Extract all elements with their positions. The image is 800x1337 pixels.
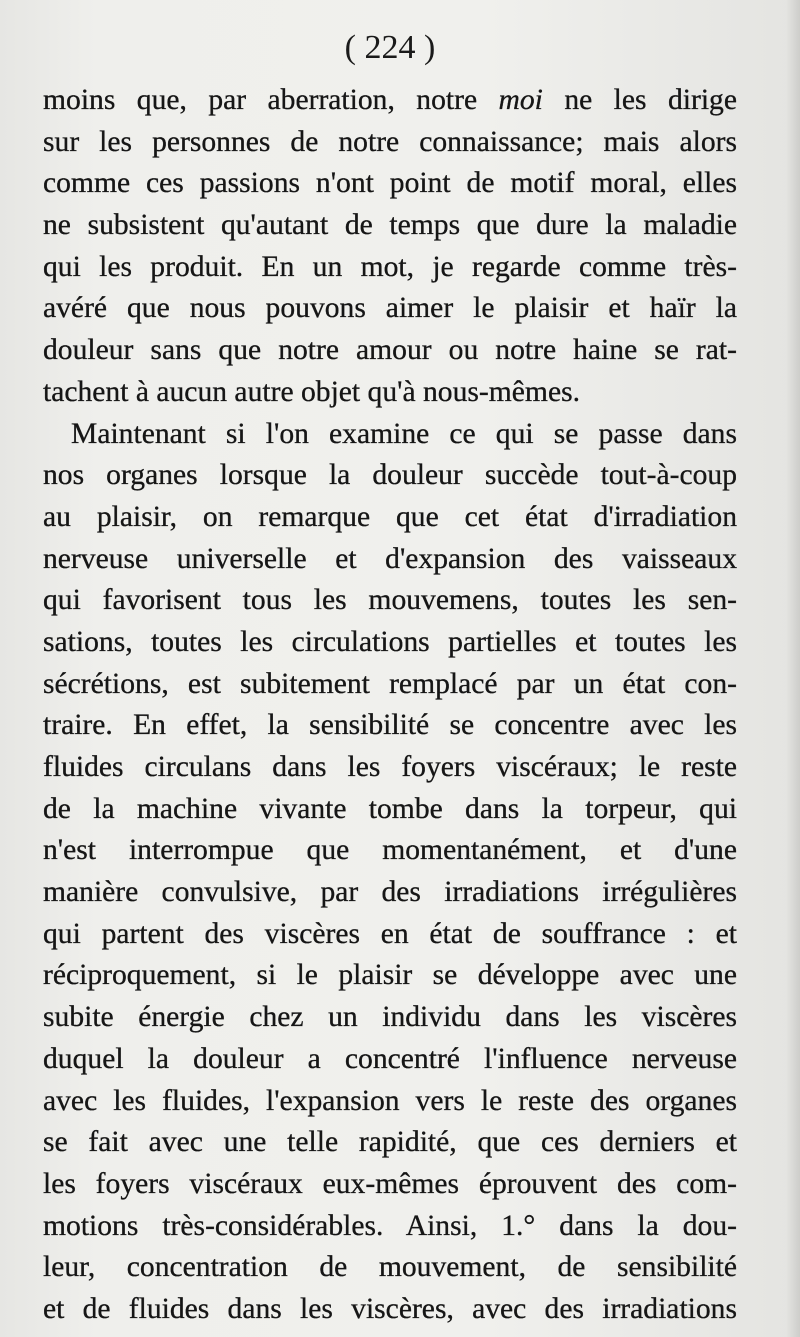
text-line: motions très-considérables. Ainsi, 1.° dans la dou-	[43, 1209, 737, 1242]
text-line: sécrétions, est subitement remplacé par un état con-	[43, 667, 737, 700]
text-line: nos organes lorsque la douleur succède tout-à-coup	[43, 459, 737, 492]
page-number: ( 224 )	[344, 29, 436, 66]
text-line: leur, concentration de mouvement, de sensibilité	[43, 1251, 737, 1284]
page-edge-shadow	[786, 0, 800, 1337]
text-line: tachent à aucun autre objet qu'à nous-mêmes.	[43, 375, 580, 408]
text-line: réciproquement, si le plaisir se développe avec une	[43, 959, 737, 992]
text-line: nerveuse universelle et d'expansion des vaisseaux	[43, 542, 737, 575]
text-line: qui favorisent tous les mouvemens, toutes les sen-	[43, 584, 737, 617]
text-line: avéré que nous pouvons aimer le plaisir et haïr la	[43, 292, 737, 325]
text-line: n'est interrompue que momentanément, et d'une	[43, 834, 737, 867]
text-line: les foyers viscéraux eux-mêmes éprouvent des com-	[43, 1167, 737, 1200]
text-line: duquel la douleur a concentré l'influence nerveuse	[43, 1042, 737, 1075]
text-line: fluides circulans dans les foyers viscéraux; le reste	[43, 751, 737, 783]
text-line: traire. En effet, la sensibilité se concentre avec les	[43, 709, 737, 742]
text-line: de la machine vivante tombe dans la torpeur, qui	[43, 792, 737, 825]
text-line: au plaisir, on remarque que cet état d'irradiation	[43, 500, 737, 533]
text-line: qui partent des viscères en état de souffrance : et	[43, 917, 737, 950]
text-line: moins que, par aberration, notre moi ne les dirige	[43, 84, 737, 116]
text-line: manière convulsive, par des irradiations irrégulières	[43, 876, 737, 909]
text-line: sur les personnes de notre connaissance; mais alors	[43, 125, 737, 158]
italic-word: moi	[498, 84, 543, 116]
text-line: Maintenant si l'on examine ce qui se passe dans	[71, 417, 737, 450]
text-line: sations, toutes les circulations partielles et toutes les	[43, 625, 737, 658]
text-line: douleur sans que notre amour ou notre haine se rat-	[43, 334, 737, 367]
text-line: se fait avec une telle rapidité, que ces derniers et	[43, 1126, 737, 1159]
text-line: comme ces passions n'ont point de motif moral, elles	[43, 167, 737, 200]
text-line: subite énergie chez un individu dans les viscères	[43, 1001, 737, 1034]
body-text	[43, 80, 737, 1331]
text-line: qui les produit. En un mot, je regarde comme très-	[43, 250, 737, 283]
text-line: et de fluides dans les viscères, avec des irradiations	[43, 1292, 737, 1325]
text-line: ne subsistent qu'autant de temps que dure la maladie	[43, 209, 737, 242]
text-line: avec les fluides, l'expansion vers le reste des organes	[43, 1084, 737, 1117]
